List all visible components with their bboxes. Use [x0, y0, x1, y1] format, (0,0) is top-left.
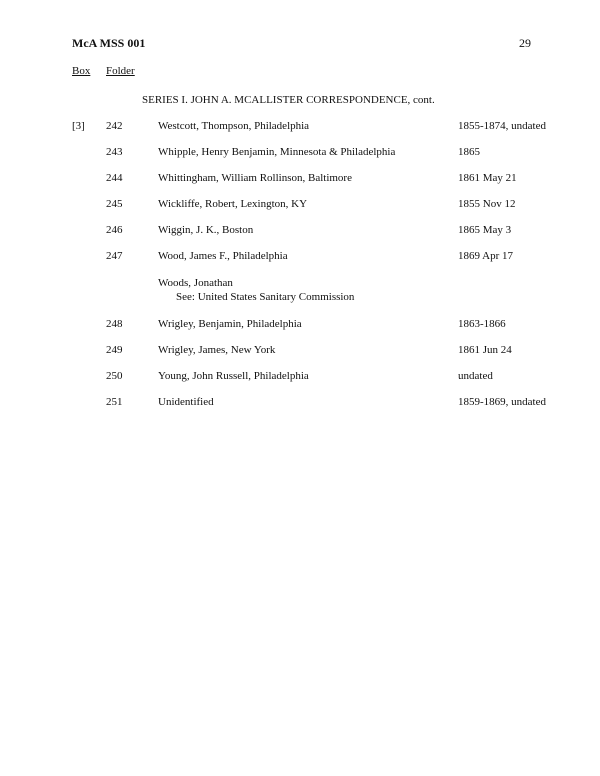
folder-number: 242	[106, 120, 123, 132]
folder-date: 1855-1874, undated	[458, 120, 546, 132]
column-label-box: Box	[72, 65, 91, 77]
folder-description: Unidentified	[158, 396, 214, 408]
folder-description: Wrigley, Benjamin, Philadelphia	[158, 318, 302, 330]
folder-date: 1865	[458, 146, 480, 158]
folder-number: 246	[106, 224, 123, 236]
folder-number: 245	[106, 198, 123, 210]
folder-description: Wickliffe, Robert, Lexington, KY	[158, 198, 308, 210]
cross-reference-name: Woods, Jonathan	[158, 277, 233, 289]
folder-date: 1859-1869, undated	[458, 396, 546, 408]
folder-date: 1861 Jun 24	[458, 344, 512, 356]
collection-id-header: McA MSS 001	[72, 36, 146, 50]
folder-description: Westcott, Thompson, Philadelphia	[158, 120, 310, 132]
column-label-folder: Folder	[106, 65, 135, 77]
folder-description: Wrigley, James, New York	[158, 344, 276, 356]
folder-number: 250	[106, 370, 123, 382]
folder-date: undated	[458, 370, 493, 382]
folder-date: 1865 May 3	[458, 224, 512, 236]
folder-date: 1861 May 21	[458, 172, 517, 184]
folder-description: Whipple, Henry Benjamin, Minnesota & Philadelphia	[158, 146, 396, 158]
folder-description: Whittingham, William Rollinson, Baltimore	[158, 172, 352, 184]
page-number: 29	[519, 36, 531, 50]
folder-number: 249	[106, 344, 123, 356]
box-number: [3]	[72, 120, 85, 132]
cross-reference-see: See: United States Sanitary Commission	[176, 291, 355, 303]
folder-description: Wood, James F., Philadelphia	[158, 250, 288, 262]
folder-number: 243	[106, 146, 123, 158]
folder-number: 244	[106, 172, 123, 184]
folder-description: Young, John Russell, Philadelphia	[158, 370, 309, 382]
series-title: SERIES I. JOHN A. MCALLISTER CORRESPONDENCE, cont.	[142, 94, 435, 106]
folder-date: 1869 Apr 17	[458, 250, 513, 262]
folder-number: 248	[106, 318, 123, 330]
folder-date: 1855 Nov 12	[458, 198, 516, 210]
folder-number: 247	[106, 250, 123, 262]
folder-date: 1863-1866	[458, 318, 506, 330]
folder-number: 251	[106, 396, 123, 408]
folder-description: Wiggin, J. K., Boston	[158, 224, 254, 236]
